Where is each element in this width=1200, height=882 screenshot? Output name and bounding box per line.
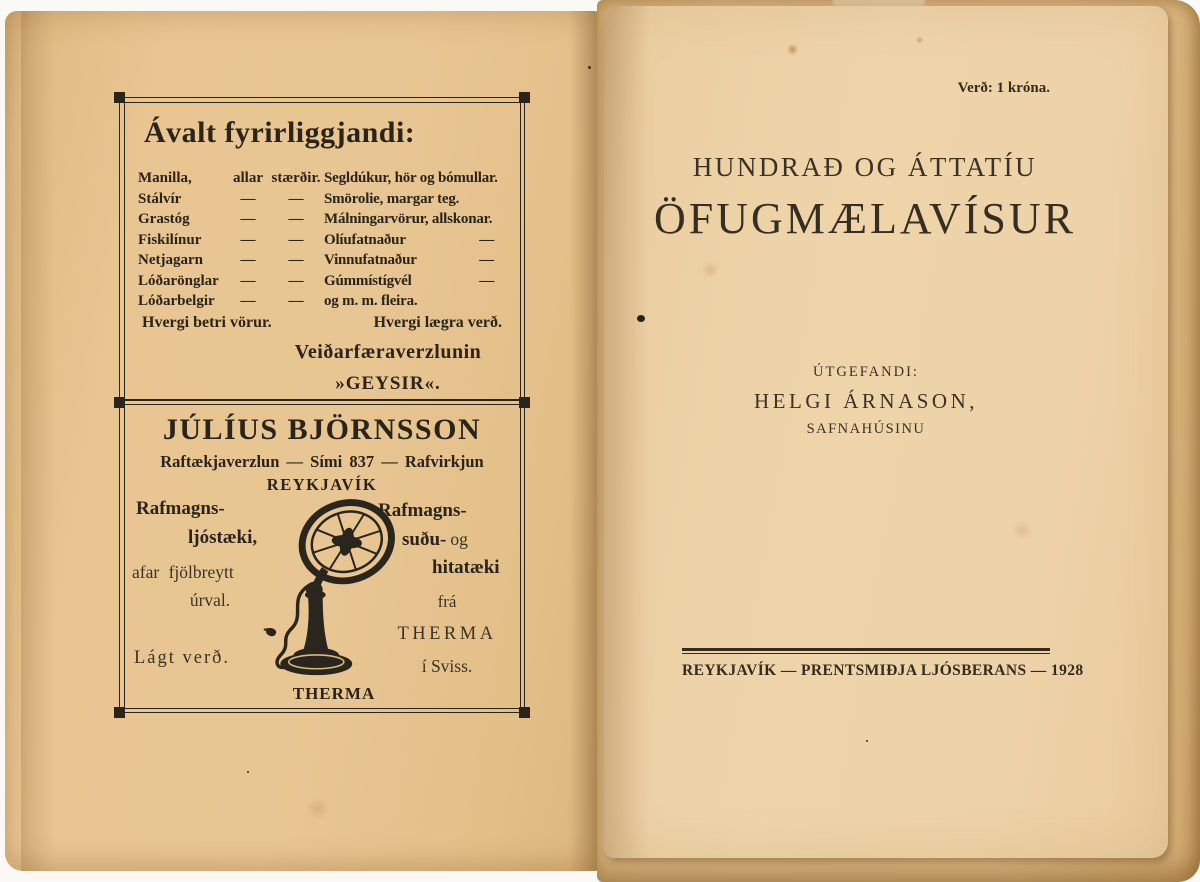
goods-right — [322, 250, 508, 271]
ad2-city: REYKJAVÍK — [266, 475, 378, 494]
table-row — [138, 271, 508, 292]
store-mark: »GEYSIR«. — [335, 373, 441, 394]
goods-right-text: Málningarvörur, allskonar. — [324, 211, 493, 227]
goods-size2: — — [288, 272, 304, 289]
goods-size1: allar — [233, 170, 263, 186]
imprint-text: REYKJAVÍK — PRENTSMIÐJA LJÓSBERANS — 1928 — [682, 662, 1084, 679]
paper-speck — [588, 66, 591, 69]
goods-right — [322, 209, 508, 230]
publisher-location: SAFNAHÚSINU — [806, 421, 926, 437]
goods-size2: — — [288, 231, 304, 248]
table-row — [138, 230, 508, 251]
table-row — [138, 168, 508, 189]
imprint-block — [682, 648, 1084, 680]
store-signature — [272, 341, 504, 395]
table-row — [138, 250, 508, 271]
ad1-title: Ávalt fyrirliggjandi: — [144, 116, 416, 149]
fox-spot — [915, 36, 924, 44]
goods-size1: — — [240, 252, 256, 268]
left-col-line: ljóstæki, — [188, 527, 258, 548]
goods-size2: — — [288, 293, 304, 309]
therma-heater-illustration — [270, 490, 398, 688]
right-col-word: og — [450, 529, 468, 549]
goods-name: Stálvír — [138, 190, 182, 207]
goods-right-text: Olíufatnaður — [324, 231, 406, 248]
right-col-line — [402, 529, 468, 551]
goods-size1: — — [240, 231, 256, 248]
goods-table — [138, 168, 508, 312]
paper-speck — [866, 740, 868, 742]
table-row — [138, 209, 508, 230]
goods-name: Lóðarönglar — [138, 272, 219, 289]
ads-frame — [119, 97, 525, 713]
printers-dot — [637, 315, 645, 322]
frame-corner-square — [519, 92, 530, 103]
paper-speck — [247, 771, 249, 773]
goods-size1: — — [240, 211, 256, 227]
right-col-word: suðu- — [402, 529, 447, 550]
ads-divider-rule — [120, 399, 524, 405]
fox-spot — [786, 44, 799, 55]
ad2-title: JÚLÍUS BJÖRNSSON — [162, 413, 482, 446]
price-note: Verð: 1 króna. — [957, 80, 1050, 96]
imprint-rule-thick — [682, 648, 1050, 651]
book-title-line1: HUNDRAÐ OG ÁTTATÍU — [692, 152, 1038, 182]
goods-right — [322, 291, 508, 312]
goods-right-text: Gúmmístígvél — [324, 272, 412, 289]
goods-right-dash: — — [479, 231, 494, 248]
left-page — [5, 11, 597, 871]
left-col-line: Lágt verð. — [134, 648, 231, 668]
left-col-line: afar fjölbreytt — [132, 562, 234, 582]
fox-spot — [1010, 520, 1034, 540]
goods-right-dash: — — [479, 252, 494, 268]
goods-right-text: Segldúkur, hör og bómullar. — [324, 170, 498, 186]
heater-caption: THERMA — [292, 684, 376, 703]
goods-name: Lóðarbelgir — [138, 293, 215, 309]
goods-size2: — — [288, 211, 304, 227]
goods-right — [322, 168, 508, 189]
table-row — [138, 189, 508, 210]
right-col-line: THERMA — [397, 624, 497, 644]
title-page — [604, 6, 1168, 858]
goods-name: Fiskilínur — [138, 231, 202, 248]
goods-size2: — — [288, 252, 304, 268]
left-col-line: Rafmagns- — [136, 498, 225, 519]
publisher-name: HELGI ÁRNASON, — [754, 389, 978, 413]
goods-name: Manilla, — [138, 170, 192, 186]
goods-right — [322, 271, 508, 292]
footer-left: Hvergi betri vörur. — [142, 314, 272, 331]
footer-right: Hvergi lægra verð. — [373, 314, 502, 331]
fox-spot — [700, 262, 720, 278]
right-col-line: Rafmagns- — [378, 500, 467, 521]
goods-size1: — — [240, 272, 256, 289]
ad2-subtitle: Raftækjaverzlun — Sími 837 — Rafvirkjun — [160, 452, 484, 471]
book-title-block — [604, 152, 1168, 244]
publisher-label: ÚTGEFANDI: — [813, 364, 919, 380]
goods-size1: — — [240, 190, 256, 207]
goods-name: Netjagarn — [138, 252, 203, 268]
goods-right-dash: — — [479, 272, 494, 289]
imprint-rule-thin — [682, 653, 1050, 654]
fox-spot — [305, 799, 331, 819]
goods-size2: stærðir. — [271, 170, 321, 186]
publisher-block — [604, 364, 1168, 438]
table-row — [138, 291, 508, 312]
left-col-line: úrval. — [189, 590, 231, 610]
goods-right — [322, 230, 508, 251]
goods-size2: — — [288, 190, 304, 207]
frame-corner-square — [519, 707, 530, 718]
goods-right — [322, 189, 508, 210]
frame-corner-square — [114, 707, 125, 718]
right-col-line: í Sviss. — [421, 656, 473, 676]
frame-corner-square — [114, 92, 125, 103]
store-name: Veiðarfæraverzlunin — [294, 341, 482, 363]
goods-right-text: Vinnufatnaður — [324, 252, 417, 268]
goods-name: Grastóg — [138, 211, 190, 227]
goods-size1: — — [240, 293, 256, 309]
goods-right-text: og m. m. fleira. — [324, 293, 418, 309]
goods-right-text: Smörolie, margar teg. — [324, 190, 460, 207]
ad1-footer — [142, 314, 502, 332]
book-title-line2: ÖFUGMÆLAVÍSUR — [653, 194, 1077, 243]
right-col-line: hitatæki — [432, 557, 500, 578]
right-col-line: frá — [437, 592, 457, 611]
